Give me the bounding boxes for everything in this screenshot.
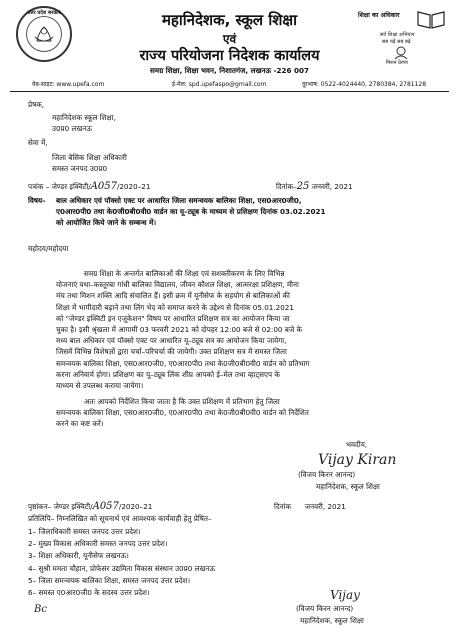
subject-line3: को आयोजित किये जाने के सम्बन्ध में। xyxy=(56,218,157,227)
endorsement-date-rest: जनवरी, 2021 xyxy=(304,502,346,511)
date-day: 25 xyxy=(296,181,310,192)
signatory-designation: महानिदेशक, स्कूल शिक्षा xyxy=(316,482,380,491)
endorsement-signatory-designation: महानिदेशक, स्कूल शिक्षा xyxy=(300,616,364,625)
body-paragraph-2 xyxy=(56,396,436,430)
phone: दूरभाष: 0522-4024440, 2780384, 2781128 xyxy=(302,81,427,88)
from-label: प्रेषक, xyxy=(28,100,45,109)
endorsement-year: /2020–21 xyxy=(118,502,153,511)
subject-line2: ए0आर0पी0 तथा के0जी0बी0वी0 वार्डन का यू–ट्यूब के माध्यम से प्रशिक्षण दिनांक 03.02.2021 xyxy=(56,207,326,216)
signatory-name: (विजय किरन आनन्द) xyxy=(298,470,356,479)
list-item: 3– शिक्षा अधिकारी, यूनीसेफ लखनऊ। xyxy=(28,551,129,561)
list-item: 2– मुख्य विकास अधिकारी समस्त जनपद उत्तर प्रदेश। xyxy=(28,539,168,549)
paragraph-line: अतः आपको निर्देशित किया जाता है कि उक्त प्रशिक्षण में प्रतिभाग हेतु जिला xyxy=(84,397,280,406)
paragraph-line: करना अनिवार्य होगा। प्रशिक्षण का यू–ट्यूब लिंक शीघ्र आपको ई–मेल तथा व्हाट्सएप के xyxy=(56,369,280,379)
endorsement-patrank: पृष्ठांकन– जेण्डर इक्विटी/ xyxy=(28,502,93,511)
office-title-line1: महानिदेशक, स्कूल शिक्षा xyxy=(161,11,298,29)
office-title-line3: राज्य परियोजना निदेशक कार्यालय xyxy=(139,48,320,64)
ssa-text: सर्व शिक्षा अभियान xyxy=(380,32,415,38)
header-divider xyxy=(10,91,449,92)
list-item: 5– जिला समन्वयक बालिका शिक्षा, समस्त जनपद उत्तर प्रदेश। xyxy=(28,575,191,585)
paragraph-line: योजनाएं यथा–कस्तूरबा गांधी बालिका विद्यालय, जीवन कौशल शिक्षा, आत्मरक्षा प्रशिक्षण, मीना xyxy=(56,280,299,290)
website: वेब-साइट: www.upefa.com xyxy=(32,81,105,88)
mission-prerna-icon xyxy=(392,46,410,60)
body-paragraph-1 xyxy=(56,268,436,391)
initials: Bc xyxy=(34,604,47,615)
subject-label: विषय– xyxy=(28,196,46,205)
rte-logo xyxy=(358,8,448,68)
letter-date: दिनांक–25 जनवरी, 2021 xyxy=(276,181,353,192)
copy-to-list xyxy=(28,526,428,599)
endorsement-date-label: दिनांक xyxy=(274,502,292,511)
office-address: समग्र शिक्षा, शिक्षा भवन, निशातगंज, लखनऊ -226 007 xyxy=(150,66,309,75)
from-place: उ0प्र0 लखनऊ xyxy=(52,124,92,133)
subject-line1: बाल अधिकार एवं पॉक्सो एक्ट पर आधारित जिला समन्वयक बालिका शिक्षा, एस0आर0जी0, xyxy=(56,196,302,205)
list-item: 6– समस्त ए0आर0जी0 के सदस्य उत्तर प्रदेश। xyxy=(28,588,150,598)
paragraph-line: शिक्षा में भागीदारी बढ़ाने तथा लिंग भेद को समाप्त करने के उद्देश्य से दिनांक 05.01.2021 xyxy=(56,302,294,312)
date-month-year: जनवरी, 2021 xyxy=(311,182,353,191)
reference-number: A057 xyxy=(90,181,117,192)
paragraph-line: को "जेण्डर इक्विटी इन एजूकेशन" विषय पर आधारित प्रशिक्षण सत्र का आयोजन किया जा xyxy=(56,313,290,323)
office-title-line2: एवं xyxy=(222,32,237,46)
paragraph-line: समन्वयक बालिका शिक्षा, एस0आर0जी0, ए0आर0पी0 तथा के0जी0बी0वी0 वार्डन को निर्देशित xyxy=(56,408,309,418)
reference-year: /2020–21 xyxy=(116,182,151,191)
endorsement-reference xyxy=(28,502,152,512)
endorsement-ref-number: A057 xyxy=(92,501,119,512)
closing: भवदीय, xyxy=(346,440,368,449)
salutation: महोदय/महोदया xyxy=(28,244,69,253)
endorsement-date xyxy=(274,502,346,512)
from-name: महानिदेशक स्कूल शिक्षा, xyxy=(52,113,116,122)
paragraph-line: मंच तथा मिशन शक्ति आदि संचालित हैं। इसी क्रम में यूनीसेफ के सहयोग से बालिकाओं की xyxy=(56,291,290,301)
copy-to-intro: प्रतिलिपि– निम्नलिखित को सूचनार्थ एवं आवश्यक कार्यवाही हेतु प्रेषित– xyxy=(28,514,212,523)
paragraph-line: समग्र शिक्षा के अन्तर्गत बालिकाओं की शिक्षा एवं सशक्तीकरण के लिए विभिन्न xyxy=(84,269,285,278)
letter-reference xyxy=(28,182,150,192)
book-icon xyxy=(416,8,446,30)
list-item: 1– जिलाधिकारी समस्त जनपद उत्तर प्रदेश। xyxy=(28,527,141,536)
to-label: सेवा में, xyxy=(28,138,48,147)
paragraph-line: माध्यम से उपलब्ध कराया जायेगा। xyxy=(56,381,144,391)
email: ई-मेल: spd.upefaspo@gmail.com xyxy=(172,81,267,88)
paragraph-line: जिसमें विभिन्न विशेषज्ञों द्वारा चर्चा–परिचर्चा की जायेगी। उक्त प्रशिक्षण सत्र में समस्त जिला xyxy=(56,347,287,357)
paragraph-line: चुका है। इसी श्रृंखला में आगामी 03 फरवरी 2021 को दोपहर 12:00 बजे से 02:00 बजे के xyxy=(56,325,303,335)
mission-prerna-text: मिशन प्रेरणा xyxy=(386,60,408,66)
to-place: समस्त जनपद उ0प्र0 xyxy=(52,164,108,173)
paragraph-line: समन्वयक बालिका शिक्षा, एस0आर0जी0, ए0आर0पी0 तथा के0जी0बी0वी0 वार्डन को प्रतिभाग xyxy=(56,358,310,368)
paragraph-line: करने का कष्ट करें। xyxy=(56,419,104,429)
emblem-text: उत्तर प्रदेश सरकार xyxy=(27,10,61,16)
paragraph-line: मध्य बाल अधिकार एवं पॉक्सो एक्ट पर आधारित यू–ट्यूब सत्र का आयोजन किया जायेगा, xyxy=(56,336,287,346)
date-label: दिनांक xyxy=(276,182,294,191)
signature: Vijay Kiran xyxy=(318,452,397,468)
patrank-label: पत्रांक – जेण्डर इक्विटी/ xyxy=(28,182,91,191)
endorsement-signature: Vijay xyxy=(330,588,360,602)
rte-logo-text: शिक्षा का अधिकार xyxy=(358,12,400,19)
endorsement-signatory-name: (विजय किरन आनन्द) xyxy=(296,604,354,613)
list-item: 4– सुश्री ममता चौहान, प्रोफेसर उद्यमिता विकास संस्थान उ0प्र0 लखनऊ xyxy=(28,563,215,573)
ssa-slogan: सब पढ़ें सब बढ़ें xyxy=(382,39,411,45)
to-name: जिला बेसिक शिक्षा अधिकारी xyxy=(52,153,127,162)
